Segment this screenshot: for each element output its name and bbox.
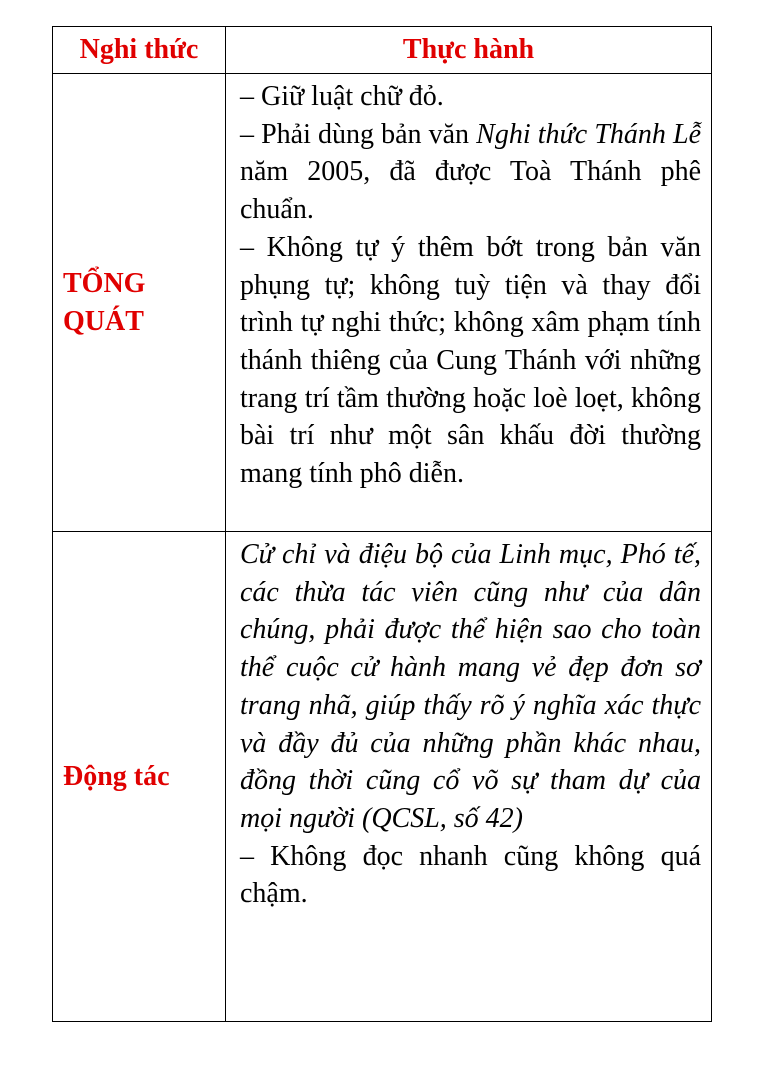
rule-item-2-pre: – Phải dùng bản văn xyxy=(240,118,477,150)
header-nghi-thuc: Nghi thức xyxy=(53,27,226,74)
table-row-dong-tac xyxy=(53,532,712,1022)
rubric-table xyxy=(52,26,712,1022)
header-thuc-hanh: Thực hành xyxy=(226,27,712,74)
rule-item-3: – Không tự ý thêm bớt trong bản văn phụng tự; không tuỳ tiện và thay đổi trình tự nghi thức; không xâm phạm tính thánh thiêng của Cung Thánh với những trang trí tầm thường hoặc loè loẹt, không bài trí như một sân khấu đời thường mang tính phô diễn. xyxy=(240,231,701,490)
rule-item-2 xyxy=(240,116,701,229)
row-body-tong-quat xyxy=(226,74,712,532)
rule-item-speed: – Không đọc nhanh cũng không quá chậm. xyxy=(240,840,701,910)
rule-item-2-post: năm 2005, đã được Toà Thánh phê chuẩn. xyxy=(240,156,701,226)
row-body-dong-tac xyxy=(226,532,712,1022)
table-row-tong-quat xyxy=(53,74,712,532)
table-header-row xyxy=(53,27,712,74)
row-label-tong-quat xyxy=(53,74,226,532)
rule-item-1: – Giữ luật chữ đỏ. xyxy=(240,81,444,112)
rule-item-quote: Cử chỉ và điệu bộ của Linh mục, Phó tế, các thừa tác viên cũng như của dân chúng, phải được thể hiện sao cho toàn thể cuộc cử hành mang vẻ đẹp đơn sơ trang nhã, giúp thấy rõ ý nghĩa xác thực và đầy đủ của những phần khác nhau, đồng thời cũng cổ võ sự tham dự của mọi người (QCSL, số 42) xyxy=(240,539,701,834)
row-label-line1: TỔNG xyxy=(63,267,146,299)
row-label-line2: QUÁT xyxy=(63,305,144,337)
rule-item-2-title: Nghi thức Thánh Lễ xyxy=(476,118,701,150)
row-label-dong-tac: Động tác xyxy=(53,532,226,1022)
